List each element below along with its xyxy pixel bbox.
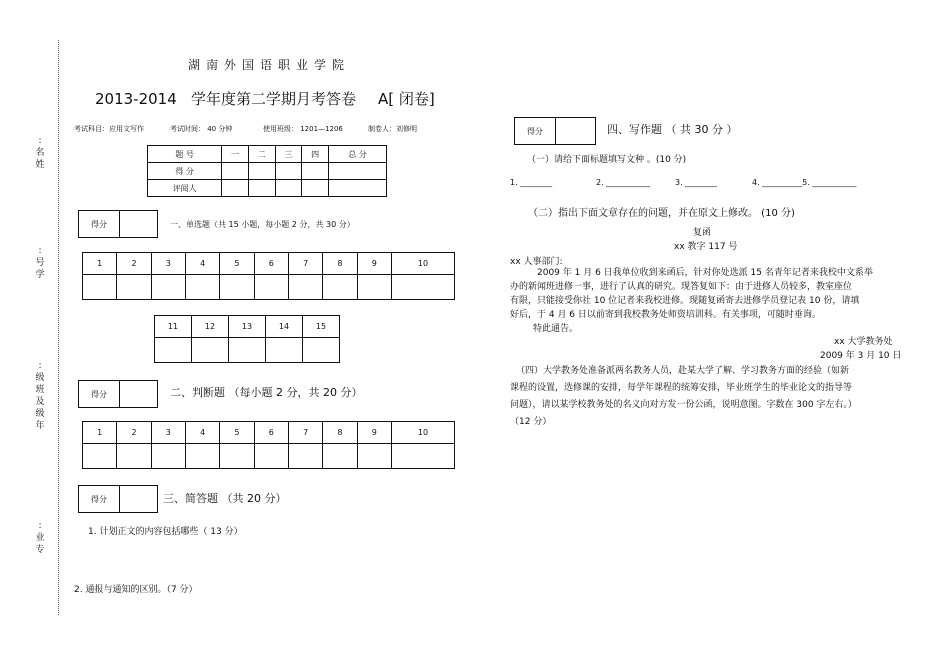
answer-grid-2: [82, 421, 455, 469]
answer-number: 1: [83, 253, 117, 275]
summary-cell[interactable]: [248, 163, 275, 180]
answer-number: 1: [83, 422, 117, 444]
answer-number: 3: [151, 422, 185, 444]
paper-type: A[ 闭卷]: [378, 90, 435, 108]
exam-title: 学年度第二学期月考答卷: [191, 90, 357, 108]
section4-sub4-line: 问题），请以某学校教务处的名义向对方发一份公函，说明意图。字数在 300 字左右。）: [510, 400, 857, 410]
summary-cell[interactable]: [275, 163, 302, 180]
answer-cell[interactable]: [83, 444, 117, 469]
answer-number: 10: [391, 253, 454, 275]
answer-cell[interactable]: [185, 444, 219, 469]
section4-sub4-line: （四）大学教务处准备派两名教务人员，赴某大学了解、学习教务方面的经验（如新: [516, 366, 850, 376]
answer-number: 2: [117, 253, 151, 275]
answer-cell[interactable]: [357, 275, 391, 300]
blank-3[interactable]: 3. ________: [675, 178, 718, 187]
answer-cell[interactable]: [185, 275, 219, 300]
answer-cell[interactable]: [266, 338, 303, 363]
answer-number: 4: [185, 422, 219, 444]
answer-number: 14: [266, 316, 303, 338]
exam-classes: 使用班级： 1201—1206: [263, 125, 343, 133]
answer-number: 8: [323, 422, 357, 444]
answer-number: 11: [155, 316, 192, 338]
exam-author: 制卷人：刘修明: [368, 125, 417, 133]
answer-cell[interactable]: [288, 444, 322, 469]
answer-cell[interactable]: [151, 275, 185, 300]
blank-1[interactable]: 1. ________: [510, 178, 553, 187]
summary-cell[interactable]: [248, 180, 275, 197]
score-label: 得分: [79, 381, 120, 407]
letter-line: 办的新闻班进修一事，进行了认真的研究。现答复如下：由于进修人员较多，教室座位: [510, 282, 853, 292]
score-input[interactable]: [120, 211, 157, 237]
summary-cell[interactable]: [275, 180, 302, 197]
answer-cell[interactable]: [229, 338, 266, 363]
answer-number: 15: [303, 316, 340, 338]
answer-number: 2: [117, 422, 151, 444]
answer-cell[interactable]: [254, 444, 288, 469]
answer-number: 5: [220, 422, 254, 444]
letter-line: 有限，只能接受你社 10 位记者来我校进修。现随复函寄去进修学员登记表 10 份，请填: [510, 296, 860, 306]
summary-table: [147, 145, 387, 197]
answer-cell[interactable]: [288, 275, 322, 300]
section1-score-box: [78, 210, 158, 238]
answer-cell[interactable]: [155, 338, 192, 363]
answer-cell[interactable]: [391, 444, 454, 469]
answer-number: 9: [357, 422, 391, 444]
summary-cell[interactable]: [222, 180, 249, 197]
summary-cell[interactable]: [222, 163, 249, 180]
answer-cell[interactable]: [254, 275, 288, 300]
summary-header-cell: 题 号: [148, 146, 222, 163]
answer-cell[interactable]: [323, 444, 357, 469]
letter-line: 特此通告。: [533, 324, 579, 334]
score-input[interactable]: [556, 118, 595, 144]
name-label: :名姓: [35, 136, 45, 170]
answer-number: 5: [220, 253, 254, 275]
summary-header-cell: 一: [222, 146, 249, 163]
answer-cell[interactable]: [117, 444, 151, 469]
summary-header-cell: 总 分: [328, 146, 386, 163]
summary-header-cell: 三: [275, 146, 302, 163]
binding-line: [58, 40, 59, 615]
answer-number: 13: [229, 316, 266, 338]
answer-grid-1a: [82, 252, 455, 300]
answer-number: 7: [288, 422, 322, 444]
answer-number: 4: [185, 253, 219, 275]
score-input[interactable]: [120, 486, 157, 512]
section3-score-box: [78, 485, 158, 513]
score-label: 得分: [79, 211, 120, 237]
score-label: 得分: [79, 486, 120, 512]
letter-recipient: xx 人事部门:: [510, 257, 563, 267]
summary-grader-label: 评阅人: [148, 180, 222, 197]
summary-cell[interactable]: [328, 180, 386, 197]
answer-number: 6: [254, 422, 288, 444]
answer-number: 8: [323, 253, 357, 275]
answer-grid-1b: [154, 315, 340, 363]
section3-question-2: 2. 通报与通知的区别。（7 分）: [74, 585, 198, 595]
answer-number: 3: [151, 253, 185, 275]
blank-2[interactable]: 2. ___________: [596, 178, 651, 187]
answer-number: 6: [254, 253, 288, 275]
school-name: 湖南外国语职业学院: [188, 58, 351, 72]
summary-cell[interactable]: [302, 163, 329, 180]
blank-4-5[interactable]: 4. __________5. ___________: [752, 178, 857, 187]
section4-sub4-line: 课程的设置，选修课的安排，每学年课程的统筹安排，毕业班学生的毕业论文的指导等: [510, 383, 853, 393]
section3-title: 三、简答题 （共 20 分）: [163, 492, 287, 505]
summary-score-label: 得 分: [148, 163, 222, 180]
answer-number: 7: [288, 253, 322, 275]
answer-number: 12: [192, 316, 229, 338]
section4-sub2: （二）指出下面文章存在的问题，并在原文上修改。 (10 分): [528, 208, 795, 219]
exam-time: 考试时间： 40 分钟: [170, 125, 233, 133]
answer-cell[interactable]: [151, 444, 185, 469]
summary-header-cell: 四: [302, 146, 329, 163]
summary-cell[interactable]: [328, 163, 386, 180]
score-input[interactable]: [120, 381, 157, 407]
student-id-label: :号学: [35, 246, 45, 280]
major-label: :业专: [35, 521, 45, 555]
answer-cell[interactable]: [220, 275, 254, 300]
summary-cell[interactable]: [302, 180, 329, 197]
answer-cell[interactable]: [192, 338, 229, 363]
exam-subject: 考试科目：应用文写作: [74, 125, 144, 133]
letter-line: 2009 年 1 月 6 日我单位收到来函后，针对你处选派 15 名青年记者来我校中文系举: [537, 268, 873, 278]
answer-number: 10: [391, 422, 454, 444]
answer-number: 9: [357, 253, 391, 275]
answer-cell[interactable]: [357, 444, 391, 469]
score-label: 得分: [515, 118, 556, 144]
summary-header-cell: 二: [248, 146, 275, 163]
section2-title: 二、判断题 （每小题 2 分，共 20 分）: [170, 386, 363, 399]
letter-date: 2009 年 3 月 10 日: [820, 351, 902, 361]
section4-title: 四、写作题 （ 共 30 分 ）: [607, 123, 738, 136]
answer-cell[interactable]: [220, 444, 254, 469]
letter-line: 好后，于 4 月 6 日以前寄到我校教务处师资培训科。有关事项，可随时垂询。: [510, 310, 821, 320]
section2-score-box: [78, 380, 158, 408]
class-label: :级班及级年: [35, 361, 45, 431]
answer-cell[interactable]: [323, 275, 357, 300]
answer-cell[interactable]: [83, 275, 117, 300]
section4-sub1: （一）请给下面标题填写文种 。(10 分): [527, 155, 687, 165]
exam-year: 2013-2014: [95, 90, 177, 108]
letter-signature: xx 大学教务处: [834, 337, 893, 347]
section1-title: 一、单选题（共 15 小题，每小题 2 分，共 30 分）: [170, 220, 355, 229]
answer-cell[interactable]: [391, 275, 454, 300]
section4-score-box: [514, 117, 596, 145]
letter-number: xx 教字 117 号: [674, 242, 738, 252]
section4-sub4-line: （12 分）: [510, 417, 552, 427]
answer-cell[interactable]: [117, 275, 151, 300]
section3-question-1: 1. 计划正文的内容包括哪些（ 13 分）: [88, 527, 243, 537]
answer-cell[interactable]: [303, 338, 340, 363]
letter-title: 复函: [693, 228, 712, 238]
